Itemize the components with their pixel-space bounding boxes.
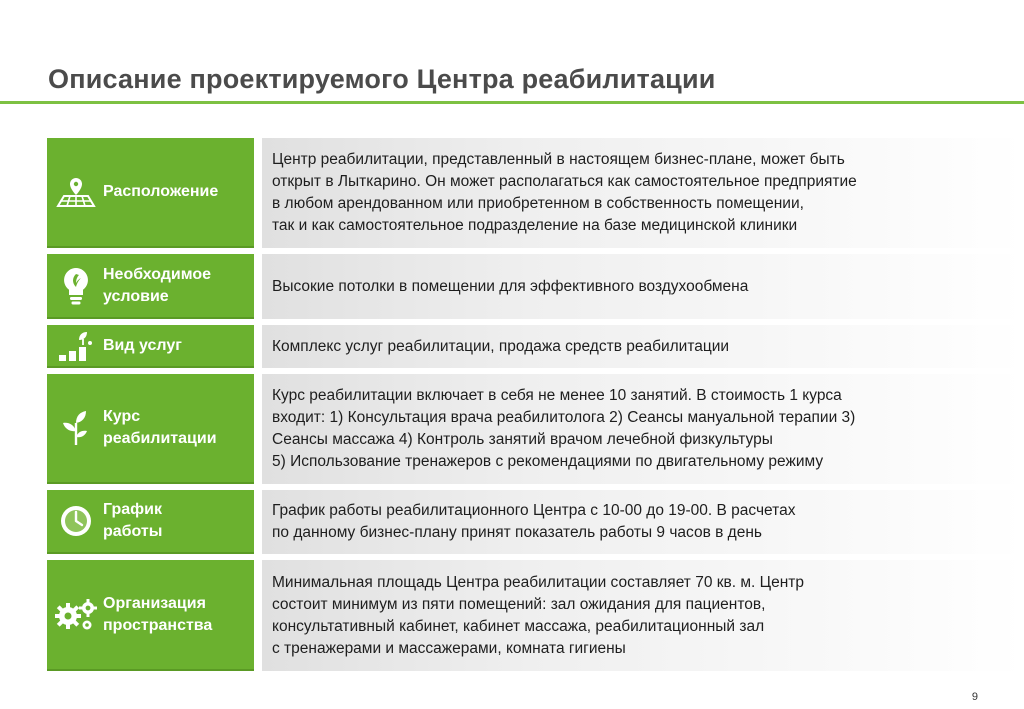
sprout-icon (53, 408, 99, 448)
row-description: Высокие потолки в помещении для эффективного воздухообмена (272, 277, 749, 295)
row-label: Расположение (103, 183, 219, 200)
row-label: Курс реабилитации (103, 408, 217, 447)
row-description: Комплекс услуг реабилитации, продажа средств реабилитации (272, 337, 730, 355)
location-map-icon (53, 172, 99, 212)
label-box (47, 490, 254, 554)
description-box (262, 254, 1024, 319)
title-divider (0, 101, 1024, 104)
row-description: График работы реабилитационного Центра с 10-00 до 19-00. В расчетах по данному бизнес-плану принят показатель работы 9 часов в день (272, 502, 796, 541)
label-box (47, 325, 254, 368)
description-box (262, 560, 1024, 671)
clock-icon (53, 501, 99, 541)
description-box (262, 325, 1024, 368)
row-description: Минимальная площадь Центра реабилитации составляет 70 кв. м. Центр состоит минимум из пяти помещений: зал ожидания для пациентов, консультативный кабинет, кабинет массажа, реабилитационный зал с тренажерами и массажерами, комната гигиены (272, 573, 805, 657)
description-box (262, 490, 1024, 554)
description-box (262, 374, 1024, 484)
page-number: 9 (971, 691, 978, 703)
description-box (262, 138, 1024, 248)
row-description: Центр реабилитации, представленный в настоящем бизнес-плане, может быть открыт в Лыткарино. Он может располагаться как самостоятельное предприятие в любом арендованном или приобретенном в собственность помещении, так и как самостоятельное подразделение на базе медицинской клиники (272, 151, 857, 234)
row-requirement (47, 254, 1024, 319)
label-box (47, 138, 254, 248)
row-label: Необходимое условие (103, 265, 212, 305)
growth-bars-icon (53, 326, 99, 366)
row-course (47, 374, 1024, 484)
row-location (47, 138, 1024, 248)
row-label: Организация пространства (103, 594, 213, 634)
row-services (47, 325, 1024, 368)
row-description: Курс реабилитации включает в себя не менее 10 занятий. В стоимость 1 курса входит: 1) Консультация врача реабилитолога 2) Сеансы мануальной терапии 3) Сеансы массажа 4) Контроль занятий врачом лечебной физкультуры 5) Использование тренажеров с рекомендациями по двигательному режиму (272, 387, 856, 470)
label-box (47, 374, 254, 484)
gears-icon (53, 595, 99, 635)
lightbulb-icon (53, 266, 99, 306)
row-label: Вид услуг (103, 336, 182, 354)
row-label: График работы (103, 501, 163, 540)
label-box (47, 560, 254, 671)
row-schedule (47, 490, 1024, 554)
row-space (47, 560, 1024, 671)
label-box (47, 254, 254, 319)
page-title: Описание проектируемого Центра реабилитации (48, 64, 716, 94)
